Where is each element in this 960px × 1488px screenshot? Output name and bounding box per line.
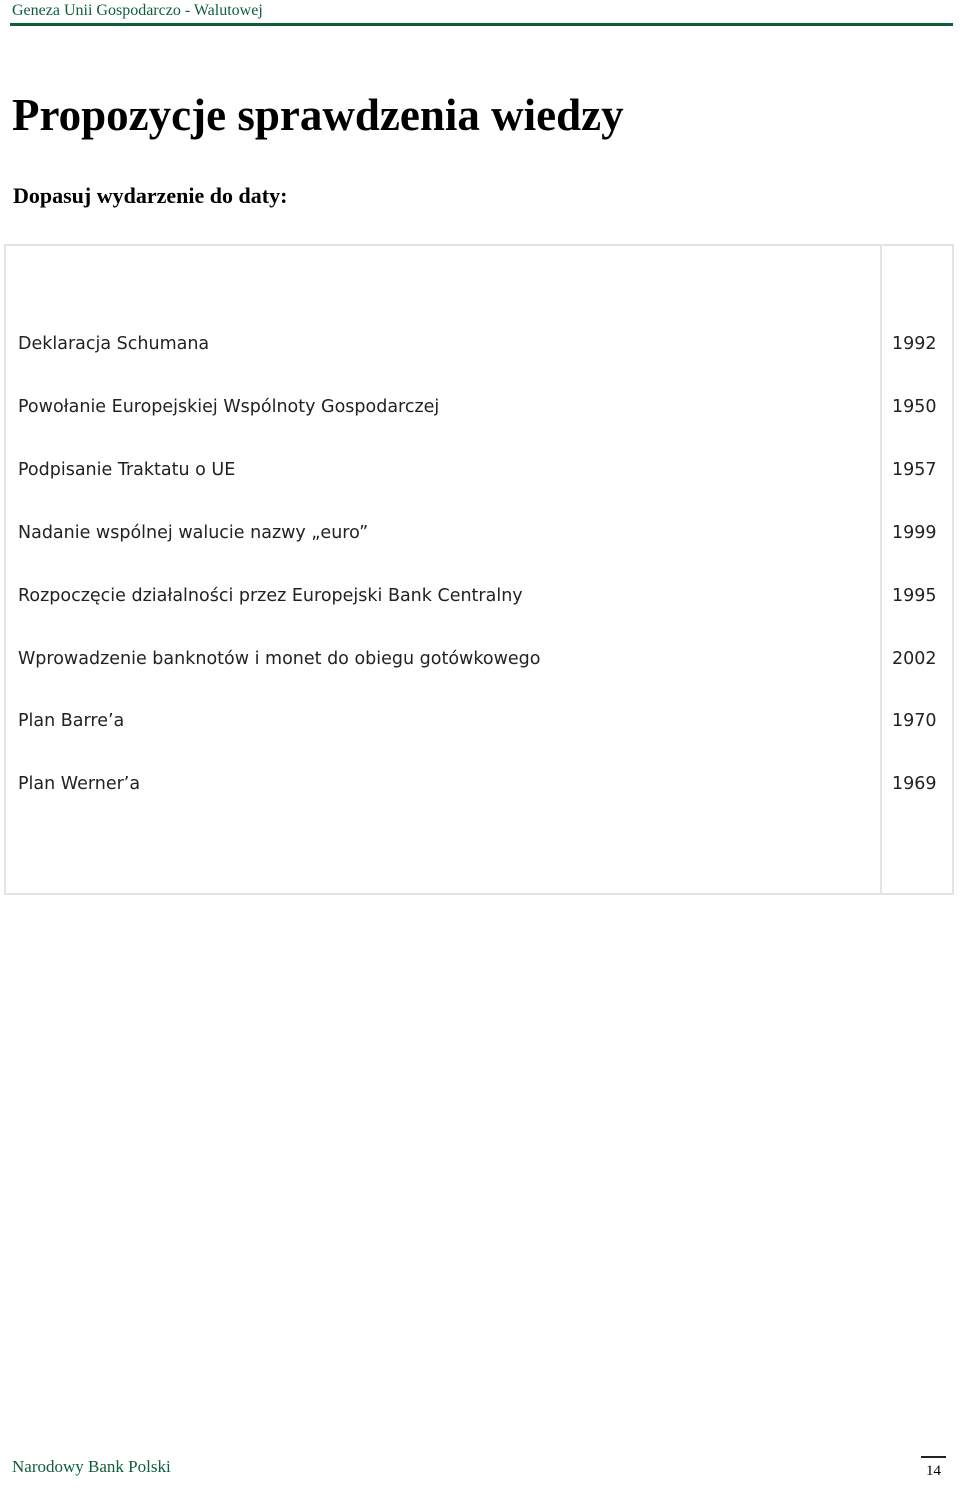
- footer-organization: Narodowy Bank Polski: [12, 1457, 171, 1476]
- header-title: Geneza Unii Gospodarczo - Walutowej: [12, 2, 263, 19]
- event-label: Deklaracja Schumana: [18, 334, 210, 354]
- year-label: 1957: [892, 460, 937, 480]
- table-row: [6, 711, 952, 741]
- event-label: Wprowadzenie banknotów i monet do obiegu gotówkowego: [18, 649, 541, 669]
- table-row: [6, 523, 952, 553]
- year-label: 1950: [892, 397, 937, 417]
- event-label: Plan Werner’a: [18, 774, 141, 794]
- year-label: 1969: [892, 774, 937, 794]
- table-row: [6, 586, 952, 616]
- event-label: Plan Barre’a: [18, 711, 125, 731]
- table-row: [6, 649, 952, 679]
- event-label: Rozpoczęcie działalności przez Europejski Bank Centralny: [18, 586, 523, 606]
- event-label: Powołanie Europejskiej Wspólnoty Gospodarczej: [18, 397, 440, 417]
- table-row: [6, 397, 952, 427]
- event-label: Nadanie wspólnej walucie nazwy „euro”: [18, 523, 369, 543]
- page-number: 14: [921, 1456, 946, 1480]
- year-label: 1999: [892, 523, 937, 543]
- event-label: Podpisanie Traktatu o UE: [18, 460, 236, 480]
- table-row: [6, 774, 952, 804]
- matching-table: [4, 244, 954, 895]
- page-title: Propozycje sprawdzenia wiedzy: [12, 90, 624, 140]
- subtitle: Dopasuj wydarzenie do daty:: [13, 183, 288, 208]
- table-row: [6, 334, 952, 364]
- running-header: [10, 0, 953, 26]
- year-label: 1992: [892, 334, 937, 354]
- year-label: 1995: [892, 586, 937, 606]
- year-label: 2002: [892, 649, 937, 669]
- year-label: 1970: [892, 711, 937, 731]
- table-row: [6, 460, 952, 490]
